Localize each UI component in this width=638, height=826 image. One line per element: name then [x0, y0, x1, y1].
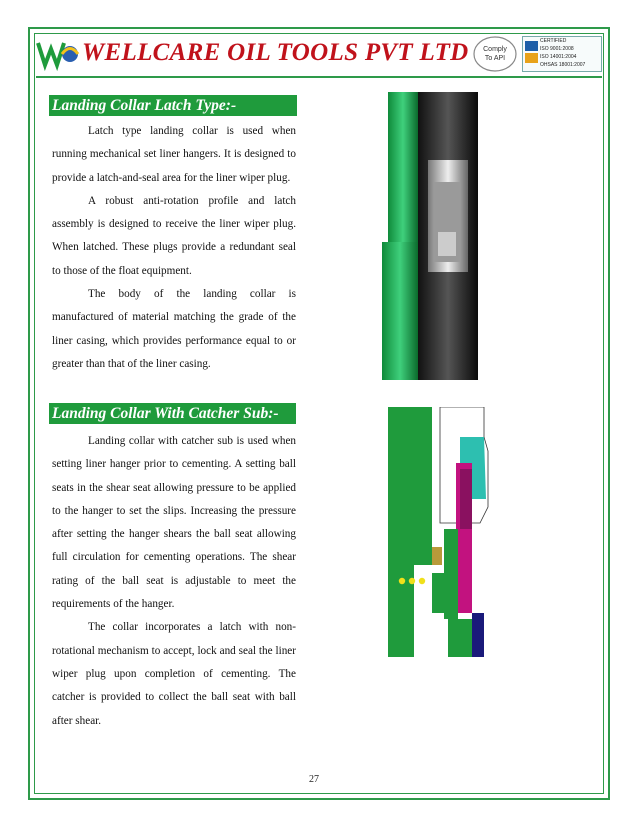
section-body-catcher-sub — [52, 430, 296, 733]
cert-line: ISO 14001:2004 — [540, 54, 577, 60]
certification-badge-icon — [522, 36, 602, 72]
seal-line-1: Comply — [483, 46, 507, 53]
cert-line: CERTIFIED — [540, 38, 567, 44]
paragraph: The body of the landing collar is manufactured of material matching the grade of the liner casing, which provides performance equal to or greater than that of the liner casing. — [52, 288, 296, 370]
paragraph: Landing collar with catcher sub is used when setting liner hanger prior to cementing. A setting ball seats in the shear seat allowing pressure to be applied to the hanger to set the slips. Increasing the pressure after setting the hanger shears the ball seat allowing full circulation for cementing operations. The shear rating of the ball seat is adjustable to meet the requirements of the hanger. — [52, 435, 296, 611]
page-number: 27 — [309, 774, 319, 785]
latch-type-collar-illustration — [382, 92, 480, 380]
section-title-catcher-sub: Landing Collar With Catcher Sub:- — [49, 403, 296, 424]
section-title-latch-type: Landing Collar Latch Type:- — [49, 95, 297, 116]
cert-line: OHSAS 18001:2007 — [540, 62, 586, 68]
cert-line: ISO 9001:2008 — [540, 46, 574, 52]
catcher-sub-collar-illustration — [388, 407, 492, 657]
paragraph: A robust anti-rotation profile and latch assembly is designed to receive the liner wiper plug. When latched. These plugs provide a redundant seal to those of the float equipment. — [52, 194, 296, 277]
header-rule — [36, 76, 602, 78]
paragraph: Latch type landing collar is used when running mechanical set liner hangers. It is designed to provide a latch-and-seal area for the liner wiper plug. — [52, 125, 296, 184]
page-header — [36, 36, 602, 76]
company-name: WELLCARE OIL TOOLS PVT LTD — [82, 39, 469, 66]
api-seal-icon — [473, 36, 517, 72]
wellcare-logo-icon — [36, 37, 80, 71]
seal-line-2: To API — [484, 55, 506, 62]
section-body-latch-type — [52, 120, 296, 376]
paragraph: The collar incorporates a latch with non-rotational mechanism to accept, lock and seal the liner wiper plug upon completion of cementing. The catcher is provided to collect the ball seat with ball after shear. — [52, 621, 296, 727]
cert-mark-icon — [525, 41, 538, 67]
